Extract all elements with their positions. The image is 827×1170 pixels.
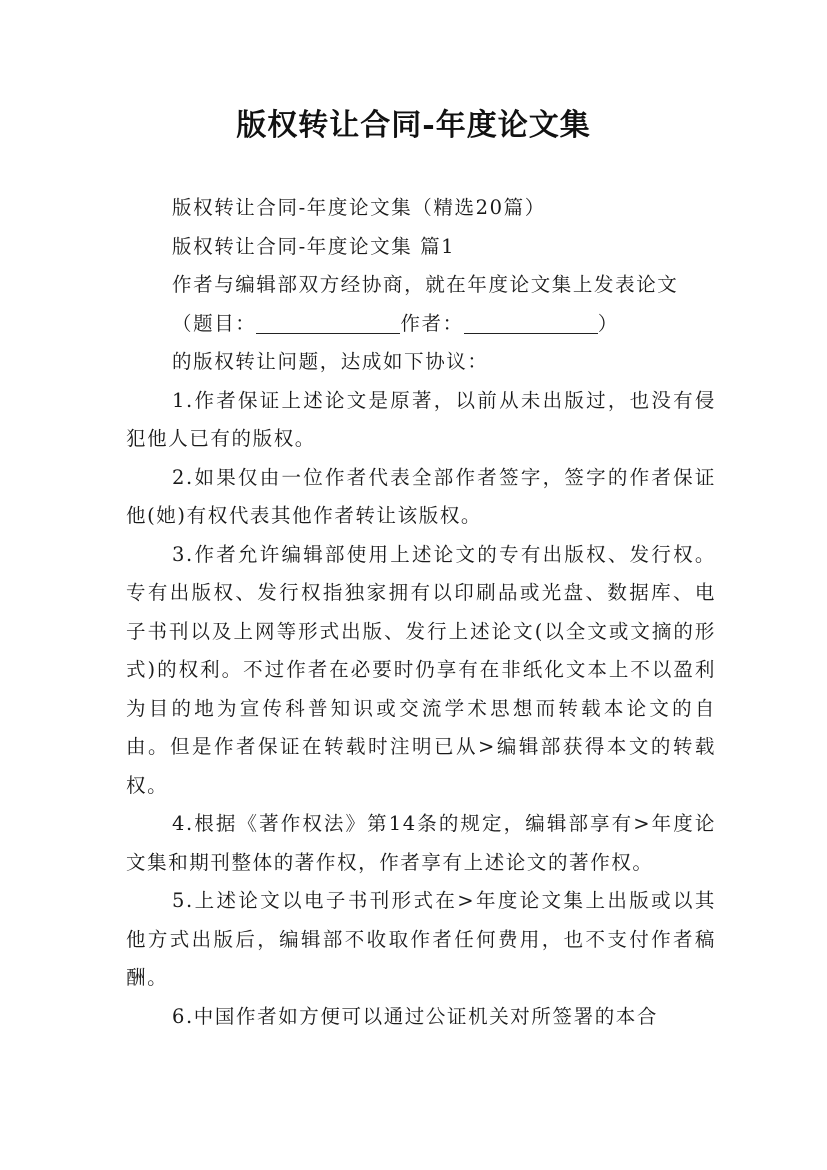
intro-paragraph-2: 的版权转让问题，达成如下协议：: [172, 350, 489, 373]
author-label: 作者：: [400, 311, 464, 335]
clause-2: 2.如果仅由一位作者代表全部作者签字，签字的作者保证他(她)有权代表其他作者转让该版权。: [126, 465, 716, 527]
clause-6: 6.中国作者如方便可以通过公证机关对所签署的本合: [172, 1004, 659, 1028]
topic-blank-line: [256, 305, 400, 334]
section-heading: 版权转让合同-年度论文集 篇1: [172, 234, 456, 258]
clause-3: 3.作者允许编辑部使用上述论文的专有出版权、发行权。专有出版权、发行权指独家拥有以印刷品或光盘、数据库、电子书刊以及上网等形式出版、发行上述论文(以全文或文摘的形式)的权利。不过作者在必要时仍享有在非纸化文本上不以盈利为目的地为宣传科普知识或交流学术思想而转载本论文的自由。但是作者保证在转载时注明已从>编辑部获得本文的转载权。: [126, 542, 716, 797]
clause-1: 1.作者保证上述论文是原著，以前从未出版过，也没有侵犯他人已有的版权。: [126, 388, 716, 450]
author-blank-line: [464, 305, 598, 334]
intro-close: ）: [597, 311, 619, 335]
clause-5: 5.上述论文以电子书刊形式在>年度论文集上出版或以其他方式出版后，编辑部不收取作者任何费用，也不支付作者稿酬。: [126, 889, 716, 989]
document-title: 版权转让合同-年度论文集: [236, 108, 591, 143]
topic-label: （题目：: [172, 311, 257, 335]
document-body: [126, 189, 716, 1036]
clause-4: 4.根据《著作权法》第14条的规定，编辑部享有>年度论文集和期刊整体的著作权，作者享有上述论文的著作权。: [126, 812, 716, 874]
subtitle: 版权转让合同-年度论文集（精选20篇）: [172, 196, 546, 219]
intro-fields-line: [126, 305, 716, 344]
intro-paragraph-1: 作者与编辑部双方经协商，就在年度论文集上发表论文: [172, 273, 679, 296]
